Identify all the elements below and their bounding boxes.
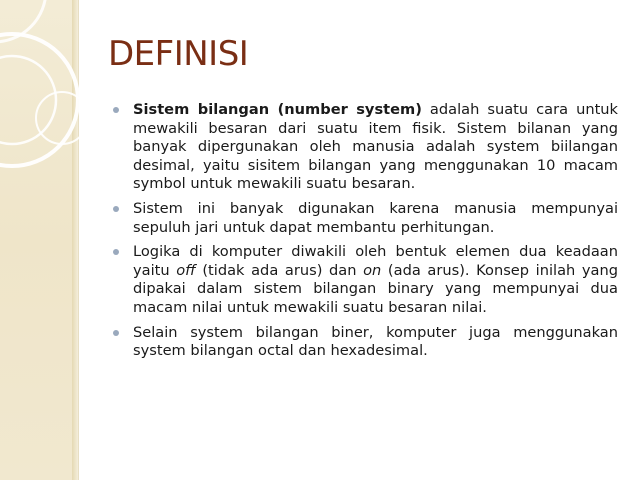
slide-title: DEFINISI xyxy=(108,34,249,74)
decorative-rings-graphic xyxy=(0,0,120,220)
bullet-text: Logika di komputer diwakili oleh bentuk elemen dua keadaan yaitu xyxy=(133,243,618,279)
bullet-dot-icon xyxy=(113,206,119,212)
bullet-item xyxy=(108,324,618,361)
bullet-text: Selain system bilangan biner, komputer juga menggunakan system bilangan octal dan hexadesimal. xyxy=(133,323,618,360)
bullet-item xyxy=(108,243,618,317)
bullet-text: adalah suatu cara untuk mewakili besaran dari suatu item fisik. Sistem bilanan yang banyak dipergunakan oleh manusia adalah system biilangan desimal, yaitu sisitem bilangan yang menggunakan 10 macam symbol untuk mewakili suatu besaran. xyxy=(133,101,618,193)
bullet-bold-term: Sistem bilangan (number system) xyxy=(133,101,422,118)
bullet-dot-icon xyxy=(113,107,119,113)
bullet-dot-icon xyxy=(113,330,119,336)
bullet-item xyxy=(108,200,618,237)
bullet-text: Sistem ini banyak digunakan karena manusia mempunyai sepuluh jari untuk dapat membantu perhitungan. xyxy=(133,199,618,236)
bullet-text: (tidak ada arus) dan xyxy=(195,261,364,279)
bullet-text: (ada arus). Konsep inilah yang dipakai dalam sistem bilangan binary yang mempunyai dua macam nilai untuk mewakili suatu besaran nilai. xyxy=(133,261,618,316)
bullet-italic-on: on xyxy=(363,261,382,279)
bullet-item xyxy=(108,101,618,194)
bullet-dot-icon xyxy=(113,249,119,255)
bullet-list xyxy=(108,101,618,367)
bullet-italic-off: off xyxy=(176,261,196,279)
